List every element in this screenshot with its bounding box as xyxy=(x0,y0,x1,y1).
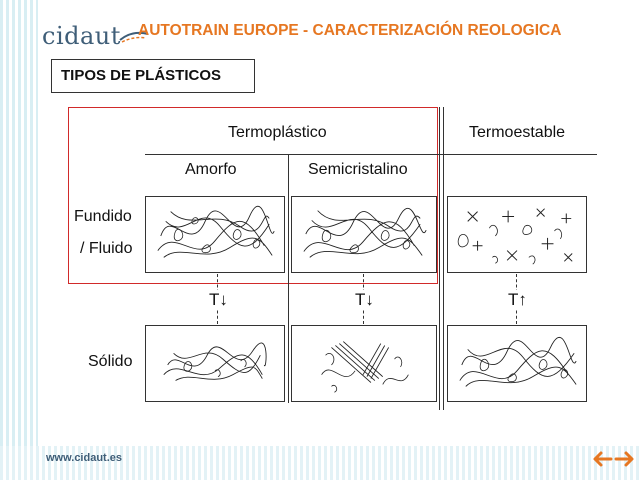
arrow-left-icon[interactable] xyxy=(591,450,613,468)
group-label-thermoset: Termoestable xyxy=(469,124,566,141)
header-divider xyxy=(145,154,597,155)
section-title-box xyxy=(51,59,255,93)
column-divider xyxy=(288,155,289,403)
transition-label-amorphous: T↓ xyxy=(209,290,228,309)
row-label-melt-line2: / Fluido xyxy=(80,240,133,257)
group-label-thermoplastic: Termoplástico xyxy=(228,124,327,141)
transition-label-semicrystalline: T↓ xyxy=(355,290,374,309)
left-stripe-decoration xyxy=(0,0,38,480)
transition-label-thermoset: T↑ xyxy=(508,290,527,309)
thermoset-melt-network xyxy=(447,196,587,273)
semicrystalline-melt-chains xyxy=(291,196,437,273)
group-divider-double xyxy=(439,107,444,410)
cidaut-logo: cidaut xyxy=(42,22,121,50)
footer-url-link[interactable]: www.cidaut.es xyxy=(46,452,123,464)
column-label-semicrystalline: Semicristalino xyxy=(308,161,408,178)
amorphous-melt-chains xyxy=(145,196,285,273)
amorphous-solid-chains xyxy=(145,325,285,402)
arrow-right-icon[interactable] xyxy=(614,450,636,468)
page-header-title: AUTOTRAIN EUROPE - CARACTERIZACIÓN REOLOGICA xyxy=(138,22,562,39)
thermoset-solid-network xyxy=(447,325,587,402)
section-title: TIPOS DE PLÁSTICOS xyxy=(61,67,222,84)
column-label-amorphous: Amorfo xyxy=(185,161,237,178)
semicrystalline-solid-chains xyxy=(291,325,437,402)
row-label-solid: Sólido xyxy=(88,353,133,370)
row-label-melt-line1: Fundido xyxy=(74,208,132,225)
